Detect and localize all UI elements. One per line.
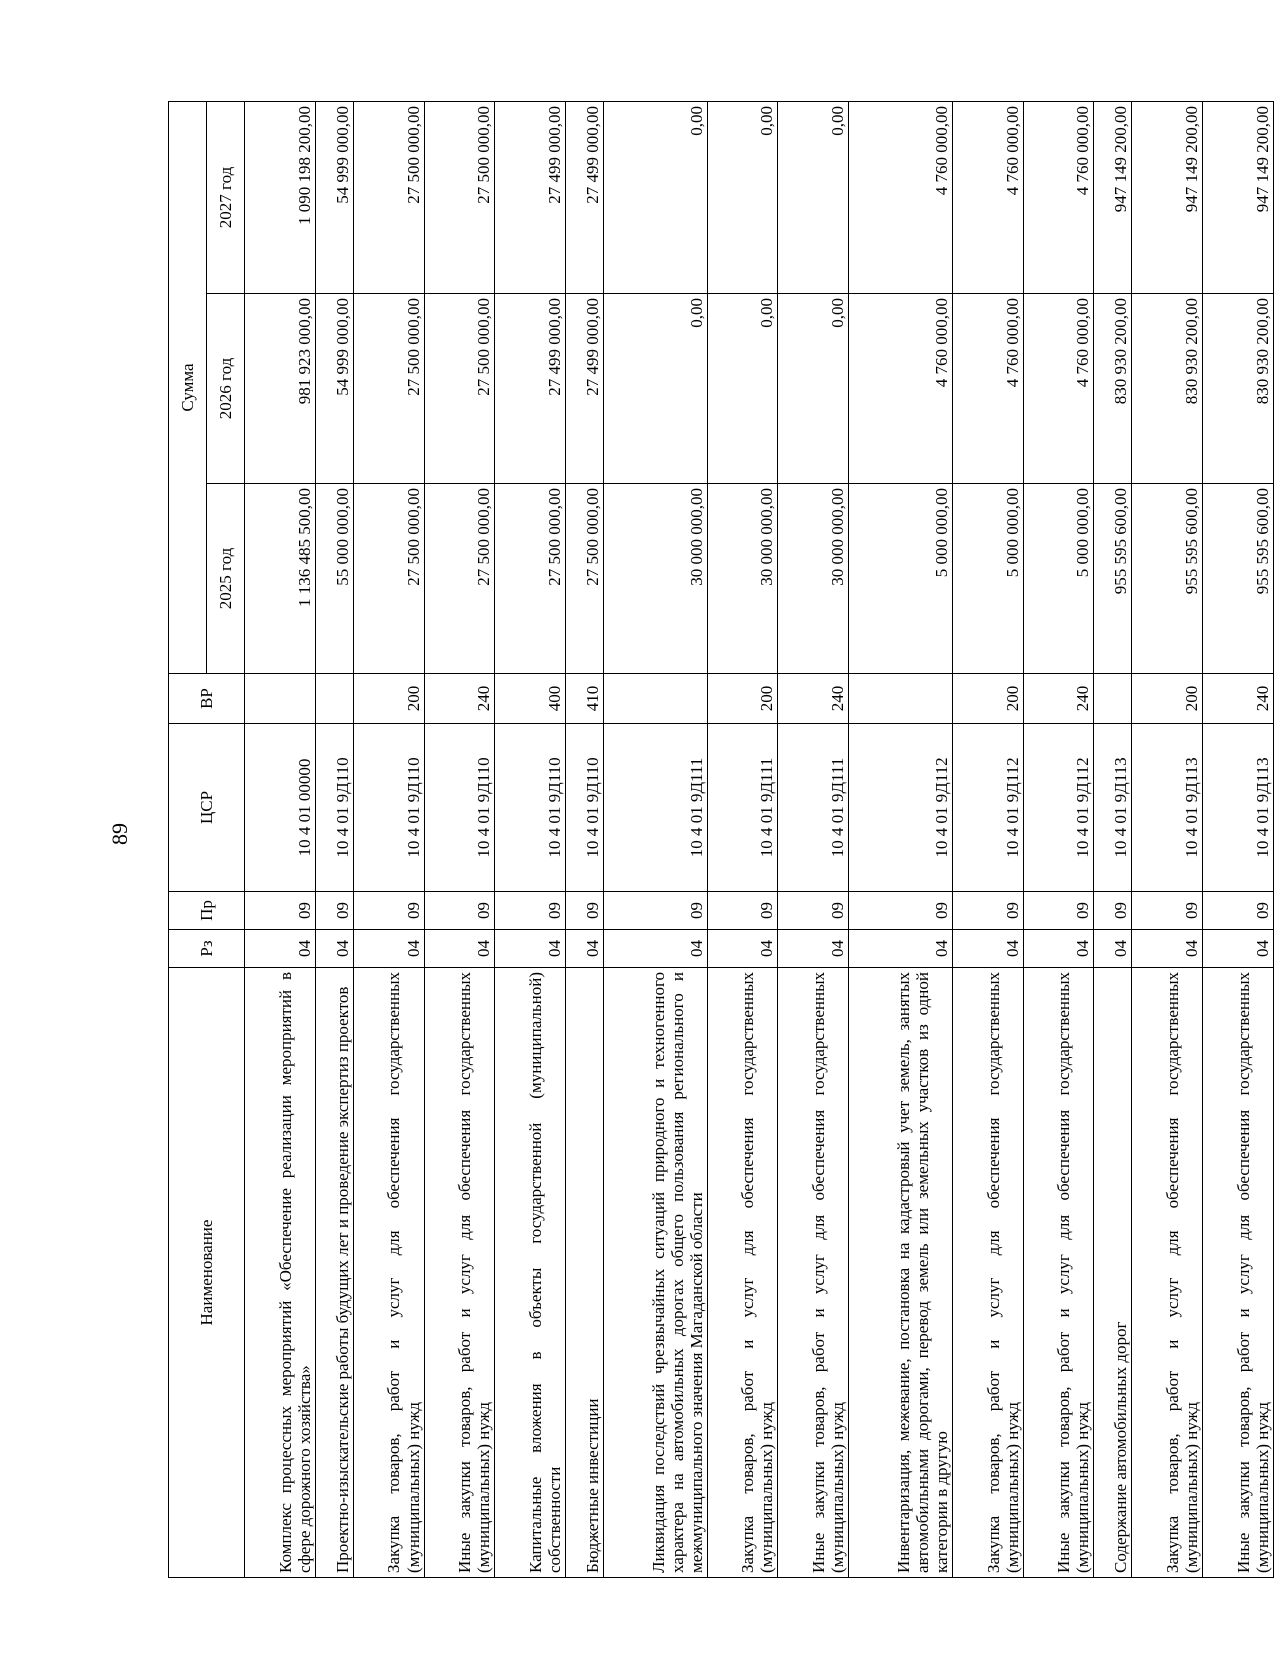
cell-2026: 27 499 000,00 (495, 294, 566, 484)
table-body (245, 102, 1274, 1578)
cell-2026: 4 760 000,00 (849, 294, 953, 484)
cell-rz: 04 (566, 930, 604, 968)
cell-2026: 981 923 000,00 (245, 294, 316, 484)
table-row (315, 102, 353, 1578)
cell-rz: 04 (707, 930, 778, 968)
cell-pr: 09 (245, 892, 316, 930)
cell-csr: 10 4 01 00000 (245, 724, 316, 892)
cell-vr: 200 (707, 674, 778, 724)
cell-rz: 04 (1203, 930, 1274, 968)
cell-2026: 4 760 000,00 (952, 294, 1023, 484)
cell-pr: 09 (604, 892, 708, 930)
cell-csr: 10 4 01 9Д110 (495, 724, 566, 892)
cell-rz: 04 (1132, 930, 1203, 968)
header-vr: ВР (169, 674, 245, 724)
cell-2027: 54 999 000,00 (315, 102, 353, 294)
cell-name: Комплекс процессных мероприятий «Обеспечение реализации мероприятий в сфере дорожного хозяйства» (245, 968, 316, 1578)
cell-csr: 10 4 01 9Д113 (1203, 724, 1274, 892)
header-rz: Рз (169, 930, 245, 968)
cell-2025: 5 000 000,00 (952, 484, 1023, 674)
cell-rz: 04 (245, 930, 316, 968)
cell-vr (315, 674, 353, 724)
table-row (707, 102, 778, 1578)
cell-name: Содержание автомобильных дорог (1094, 968, 1132, 1578)
cell-csr: 10 4 01 9Д112 (952, 724, 1023, 892)
cell-2025: 30 000 000,00 (778, 484, 849, 674)
cell-rz: 04 (778, 930, 849, 968)
cell-2026: 27 499 000,00 (566, 294, 604, 484)
cell-2026: 54 999 000,00 (315, 294, 353, 484)
cell-2027: 1 090 198 200,00 (245, 102, 316, 294)
cell-2026: 0,00 (778, 294, 849, 484)
cell-name: Бюджетные инвестиции (566, 968, 604, 1578)
cell-2027: 27 499 000,00 (566, 102, 604, 294)
cell-pr: 09 (778, 892, 849, 930)
cell-csr: 10 4 01 9Д110 (566, 724, 604, 892)
cell-2027: 947 149 200,00 (1094, 102, 1132, 294)
cell-2027: 27 499 000,00 (495, 102, 566, 294)
cell-2025: 5 000 000,00 (849, 484, 953, 674)
cell-2026: 27 500 000,00 (424, 294, 495, 484)
cell-csr: 10 4 01 9Д111 (604, 724, 708, 892)
cell-rz: 04 (495, 930, 566, 968)
cell-2027: 0,00 (604, 102, 708, 294)
cell-vr: 200 (353, 674, 424, 724)
cell-pr: 09 (495, 892, 566, 930)
cell-2027: 4 760 000,00 (849, 102, 953, 294)
cell-2026: 27 500 000,00 (353, 294, 424, 484)
cell-2026: 0,00 (604, 294, 708, 484)
cell-2027: 947 149 200,00 (1203, 102, 1274, 294)
cell-name: Иные закупки товаров, работ и услуг для обеспечения государственных (муниципальных) нужд (1023, 968, 1094, 1578)
budget-table (168, 101, 1274, 1578)
cell-name: Иные закупки товаров, работ и услуг для обеспечения государственных (муниципальных) нужд (424, 968, 495, 1578)
cell-pr: 09 (707, 892, 778, 930)
cell-vr: 240 (778, 674, 849, 724)
table-row (1203, 102, 1274, 1578)
cell-pr: 09 (1094, 892, 1132, 930)
cell-rz: 04 (849, 930, 953, 968)
cell-vr: 410 (566, 674, 604, 724)
cell-pr: 09 (315, 892, 353, 930)
table-row (849, 102, 953, 1578)
table-row (245, 102, 316, 1578)
cell-vr (1094, 674, 1132, 724)
cell-pr: 09 (849, 892, 953, 930)
cell-pr: 09 (353, 892, 424, 930)
table-row (604, 102, 708, 1578)
table-row (1132, 102, 1203, 1578)
cell-rz: 04 (353, 930, 424, 968)
cell-vr (849, 674, 953, 724)
cell-vr: 200 (1132, 674, 1203, 724)
cell-vr: 240 (424, 674, 495, 724)
cell-name: Закупка товаров, работ и услуг для обеспечения государственных (муниципальных) нужд (707, 968, 778, 1578)
table-row (778, 102, 849, 1578)
cell-pr: 09 (424, 892, 495, 930)
cell-2027: 0,00 (707, 102, 778, 294)
header-2027: 2027 год (207, 102, 245, 294)
cell-2026: 0,00 (707, 294, 778, 484)
cell-name: Проектно-изыскательские работы будущих лет и проведение экспертиз проектов (315, 968, 353, 1578)
cell-2025: 955 595 600,00 (1203, 484, 1274, 674)
cell-vr (604, 674, 708, 724)
cell-csr: 10 4 01 9Д112 (1023, 724, 1094, 892)
table-row (1094, 102, 1132, 1578)
cell-pr: 09 (566, 892, 604, 930)
header-2026: 2026 год (207, 294, 245, 484)
cell-vr: 400 (495, 674, 566, 724)
cell-2025: 30 000 000,00 (707, 484, 778, 674)
cell-vr (245, 674, 316, 724)
cell-vr: 200 (952, 674, 1023, 724)
cell-name: Закупка товаров, работ и услуг для обеспечения государственных (муниципальных) нужд (1132, 968, 1203, 1578)
cell-2026: 830 930 200,00 (1094, 294, 1132, 484)
cell-vr: 240 (1023, 674, 1094, 724)
cell-pr: 09 (1203, 892, 1274, 930)
cell-2025: 955 595 600,00 (1132, 484, 1203, 674)
cell-2026: 4 760 000,00 (1023, 294, 1094, 484)
cell-name: Закупка товаров, работ и услуг для обеспечения государственных (муниципальных) нужд (353, 968, 424, 1578)
cell-2027: 4 760 000,00 (1023, 102, 1094, 294)
cell-rz: 04 (424, 930, 495, 968)
cell-2027: 27 500 000,00 (353, 102, 424, 294)
cell-2025: 955 595 600,00 (1094, 484, 1132, 674)
cell-rz: 04 (315, 930, 353, 968)
header-pr: Пр (169, 892, 245, 930)
table-row (424, 102, 495, 1578)
rotated-page-content (168, 102, 1274, 1578)
cell-csr: 10 4 01 9Д110 (424, 724, 495, 892)
cell-rz: 04 (1023, 930, 1094, 968)
cell-2027: 27 500 000,00 (424, 102, 495, 294)
page-number: 89 (107, 823, 132, 845)
cell-2025: 30 000 000,00 (604, 484, 708, 674)
cell-name: Иные закупки товаров, работ и услуг для обеспечения государственных (муниципальных) нужд (778, 968, 849, 1578)
header-name: Наименование (169, 968, 245, 1578)
cell-2025: 27 500 000,00 (424, 484, 495, 674)
cell-csr: 10 4 01 9Д110 (315, 724, 353, 892)
table-row (566, 102, 604, 1578)
cell-vr: 240 (1203, 674, 1274, 724)
cell-2027: 0,00 (778, 102, 849, 294)
table-row (495, 102, 566, 1578)
cell-csr: 10 4 01 9Д112 (849, 724, 953, 892)
cell-2025: 1 136 485 500,00 (245, 484, 316, 674)
table-row (353, 102, 424, 1578)
cell-pr: 09 (1132, 892, 1203, 930)
cell-name: Инвентаризация, межевание, постановка на кадастровый учет земель, занятых автомобильными дорогами, перевод земель или земельных участков из одной категории в другую (849, 968, 953, 1578)
cell-csr: 10 4 01 9Д113 (1094, 724, 1132, 892)
cell-2027: 947 149 200,00 (1132, 102, 1203, 294)
cell-name: Ликвидация последствий чрезвычайных ситуаций природного и техногенного характера на автомобильных дорогах общего пользования регионального и межмуниципального значения Магаданской области (604, 968, 708, 1578)
cell-csr: 10 4 01 9Д111 (778, 724, 849, 892)
cell-2025: 27 500 000,00 (566, 484, 604, 674)
table-row (952, 102, 1023, 1578)
cell-2025: 55 000 000,00 (315, 484, 353, 674)
cell-name: Закупка товаров, работ и услуг для обеспечения государственных (муниципальных) нужд (952, 968, 1023, 1578)
cell-2026: 830 930 200,00 (1203, 294, 1274, 484)
cell-2027: 4 760 000,00 (952, 102, 1023, 294)
cell-rz: 04 (1094, 930, 1132, 968)
cell-rz: 04 (604, 930, 708, 968)
cell-2025: 27 500 000,00 (495, 484, 566, 674)
cell-pr: 09 (952, 892, 1023, 930)
cell-csr: 10 4 01 9Д110 (353, 724, 424, 892)
cell-csr: 10 4 01 9Д111 (707, 724, 778, 892)
header-2025: 2025 год (207, 484, 245, 674)
header-csr: ЦСР (169, 724, 245, 892)
cell-rz: 04 (952, 930, 1023, 968)
cell-csr: 10 4 01 9Д113 (1132, 724, 1203, 892)
cell-name: Капитальные вложения в объекты государственной (муниципальной) собственности (495, 968, 566, 1578)
table-row (1023, 102, 1094, 1578)
cell-2026: 830 930 200,00 (1132, 294, 1203, 484)
cell-name: Иные закупки товаров, работ и услуг для обеспечения государственных (муниципальных) нужд (1203, 968, 1274, 1578)
cell-2025: 5 000 000,00 (1023, 484, 1094, 674)
cell-pr: 09 (1023, 892, 1094, 930)
cell-2025: 27 500 000,00 (353, 484, 424, 674)
header-sum: Сумма (169, 102, 207, 674)
